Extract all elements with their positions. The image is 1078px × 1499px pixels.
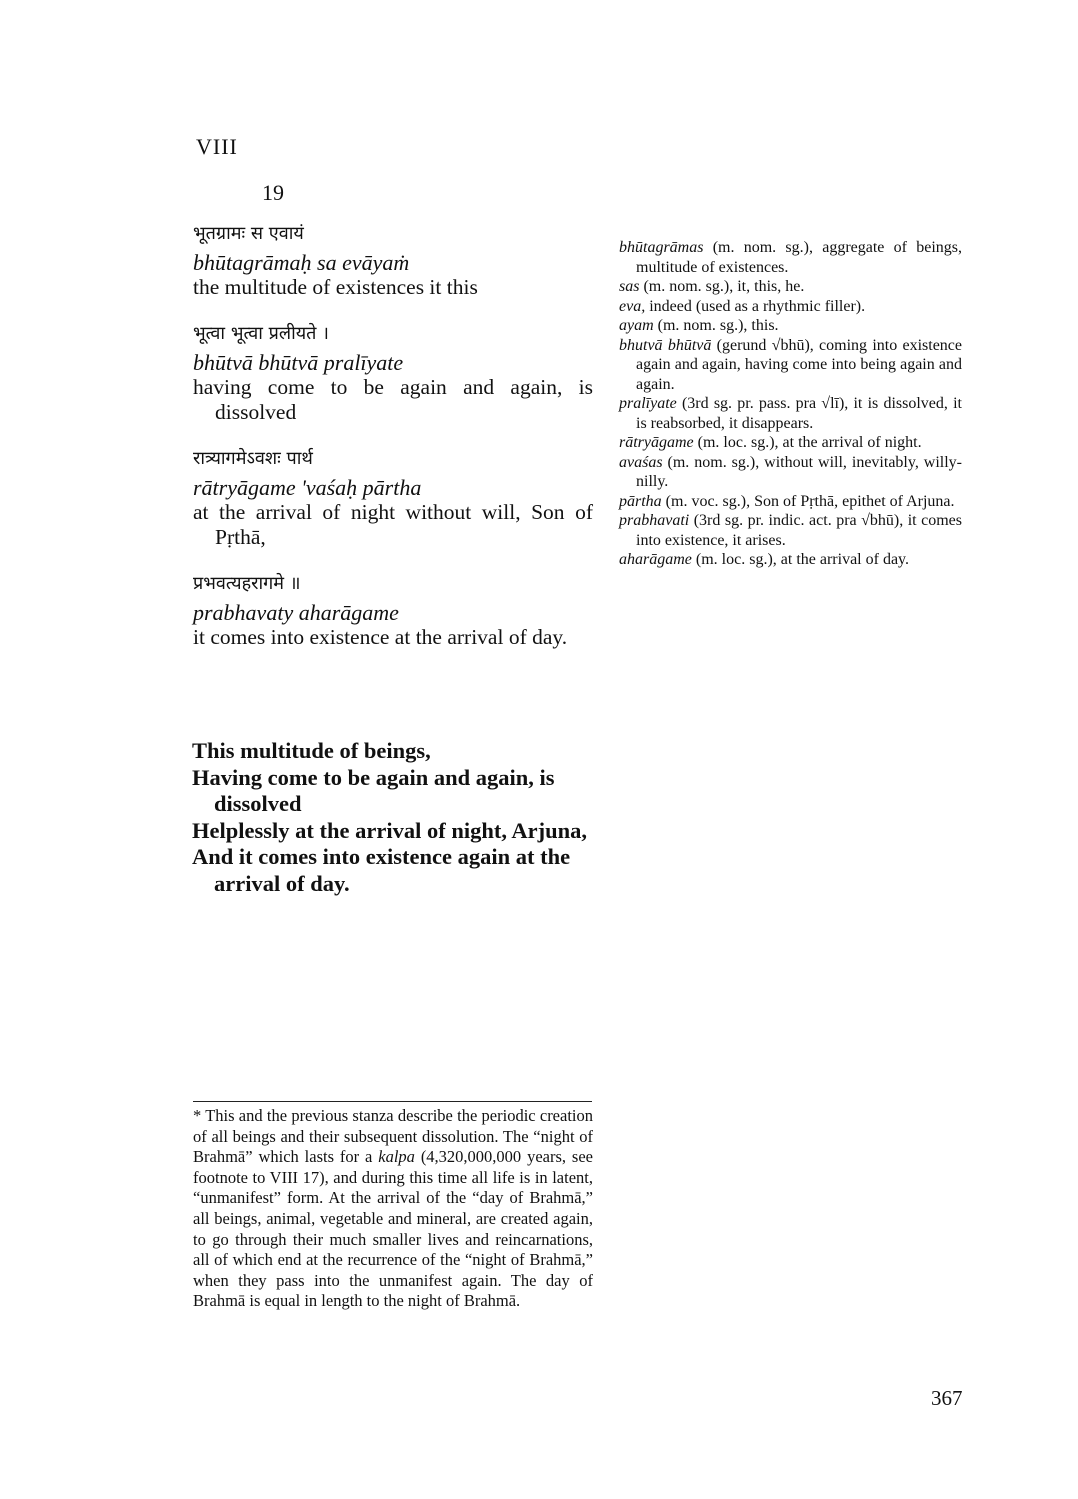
glossary-term: rātryāgame <box>619 434 694 451</box>
glossary <box>619 238 962 570</box>
transliteration: rātryāgame 'vaśaḥ pārtha <box>193 475 422 500</box>
footnote-marker: * <box>193 1106 202 1125</box>
verse-line <box>193 222 593 300</box>
transliteration: bhūtagrāmaḥ sa evāyaṁ <box>193 250 410 275</box>
devanagari-text: प्रभवत्यहरागमे ॥ <box>193 573 301 594</box>
glossary-definition: (m. voc. sg.), Son of Pṛthā, epithet of Arjuna. <box>661 492 955 510</box>
glossary-definition: (m. nom. sg.), it, this, he. <box>639 278 805 295</box>
glossary-entry <box>619 492 962 512</box>
glossary-definition: (3rd sg. pr. indic. act. pra √bhū), it comes into existence, it arises. <box>636 512 962 549</box>
poem-line: Helplessly at the arrival of night, Arjuna, <box>192 817 587 843</box>
glossary-entry <box>619 336 962 395</box>
literal-translation: at the arrival of night without will, Son of Pṛthā, <box>193 500 593 549</box>
glossary-term: ayam <box>619 317 654 334</box>
glossary-definition: indeed (used as a rhythmic filler). <box>645 297 866 315</box>
literal-translation: the multitude of existences it this <box>193 275 478 299</box>
glossary-definition: (m. nom. sg.), aggregate of beings, multitude of existences. <box>636 239 962 276</box>
footnote-text-after: (4,320,000,000 years, see footnote to VIII 17), and during this time all life is in latent, “unmanifest” form. At the arrival of the “day of Brahmā,” all beings, animal, vegetable and mineral, are created again, to go through their much smaller lives and reincarnations, all of which end at the recurrence of the “night of Brahmā,” when they pass into the unmanifest again. The day of Brahmā is equal in length to the night of Brahmā. <box>193 1147 593 1311</box>
glossary-term: pārtha <box>619 492 662 510</box>
glossary-term: sas <box>619 278 640 295</box>
footnote <box>193 1106 593 1312</box>
glossary-term: prabhavati <box>619 512 690 529</box>
verse-line <box>193 322 593 425</box>
devanagari-text: भूतग्रामः स एवायं <box>193 223 304 244</box>
glossary-entry <box>619 277 962 297</box>
footnote-divider <box>193 1101 592 1102</box>
glossary-term: bhutvā bhūtvā <box>619 336 712 354</box>
footnote-kalpa: kalpa <box>378 1147 415 1167</box>
glossary-entry <box>619 238 962 277</box>
glossary-definition: (m. nom. sg.), without will, inevitably, willy-nilly. <box>636 453 962 490</box>
glossary-term: aharāgame <box>619 551 692 568</box>
glossary-definition: (m. loc. sg.), at the arrival of day. <box>691 551 909 568</box>
devanagari-text: रात्र्यागमेऽवशः पार्थ <box>193 448 313 469</box>
literal-translation: having come to be again and again, is dissolved <box>193 375 593 424</box>
glossary-definition: (3rd sg. pr. pass. pra √lī), it is dissolved, it is reabsorbed, it disappears. <box>636 395 962 432</box>
verse-line <box>193 447 593 550</box>
poem-line: This multitude of beings, <box>192 738 431 763</box>
glossary-entry <box>619 316 962 336</box>
transliteration: prabhavaty aharāgame <box>193 600 399 625</box>
glossary-term: bhūtagrāmas <box>619 239 704 256</box>
transliteration: bhūtvā bhūtvā pralīyate <box>193 350 404 375</box>
glossary-entry <box>619 297 962 317</box>
glossary-entry <box>619 511 962 550</box>
glossary-definition: (gerund √bhū), coming into existence again and again, having come into being again and again. <box>636 336 963 393</box>
glossary-term: pralīyate <box>619 395 677 412</box>
poem-line: And it comes into existence again at the arrival of day. <box>192 844 571 896</box>
footnote-text-before: This and the previous stanza describe the periodic creation of all beings and their subsequent dissolution. The “night of Brahmā” which lasts for a <box>193 1106 593 1167</box>
verse-lines <box>193 222 593 672</box>
page-number: 367 <box>931 1386 963 1410</box>
glossary-term: eva, <box>619 297 646 315</box>
literal-translation: it comes into existence at the arrival of day. <box>193 625 568 649</box>
glossary-entry <box>619 433 962 453</box>
glossary-term: avaśas <box>619 453 663 471</box>
verse-line <box>193 572 593 650</box>
chapter-heading: VIII <box>196 134 238 159</box>
glossary-entry <box>619 550 962 570</box>
verse-number: 19 <box>262 180 284 205</box>
poem-line: Having come to be again and again, is dissolved <box>192 764 555 816</box>
devanagari-text: भूत्वा भूत्वा प्रलीयते । <box>193 323 329 344</box>
glossary-definition: (m. nom. sg.), this. <box>653 317 779 334</box>
glossary-entry <box>619 453 962 492</box>
poetic-translation <box>192 738 612 897</box>
glossary-entry <box>619 394 962 433</box>
glossary-definition: (m. loc. sg.), at the arrival of night. <box>693 434 922 451</box>
